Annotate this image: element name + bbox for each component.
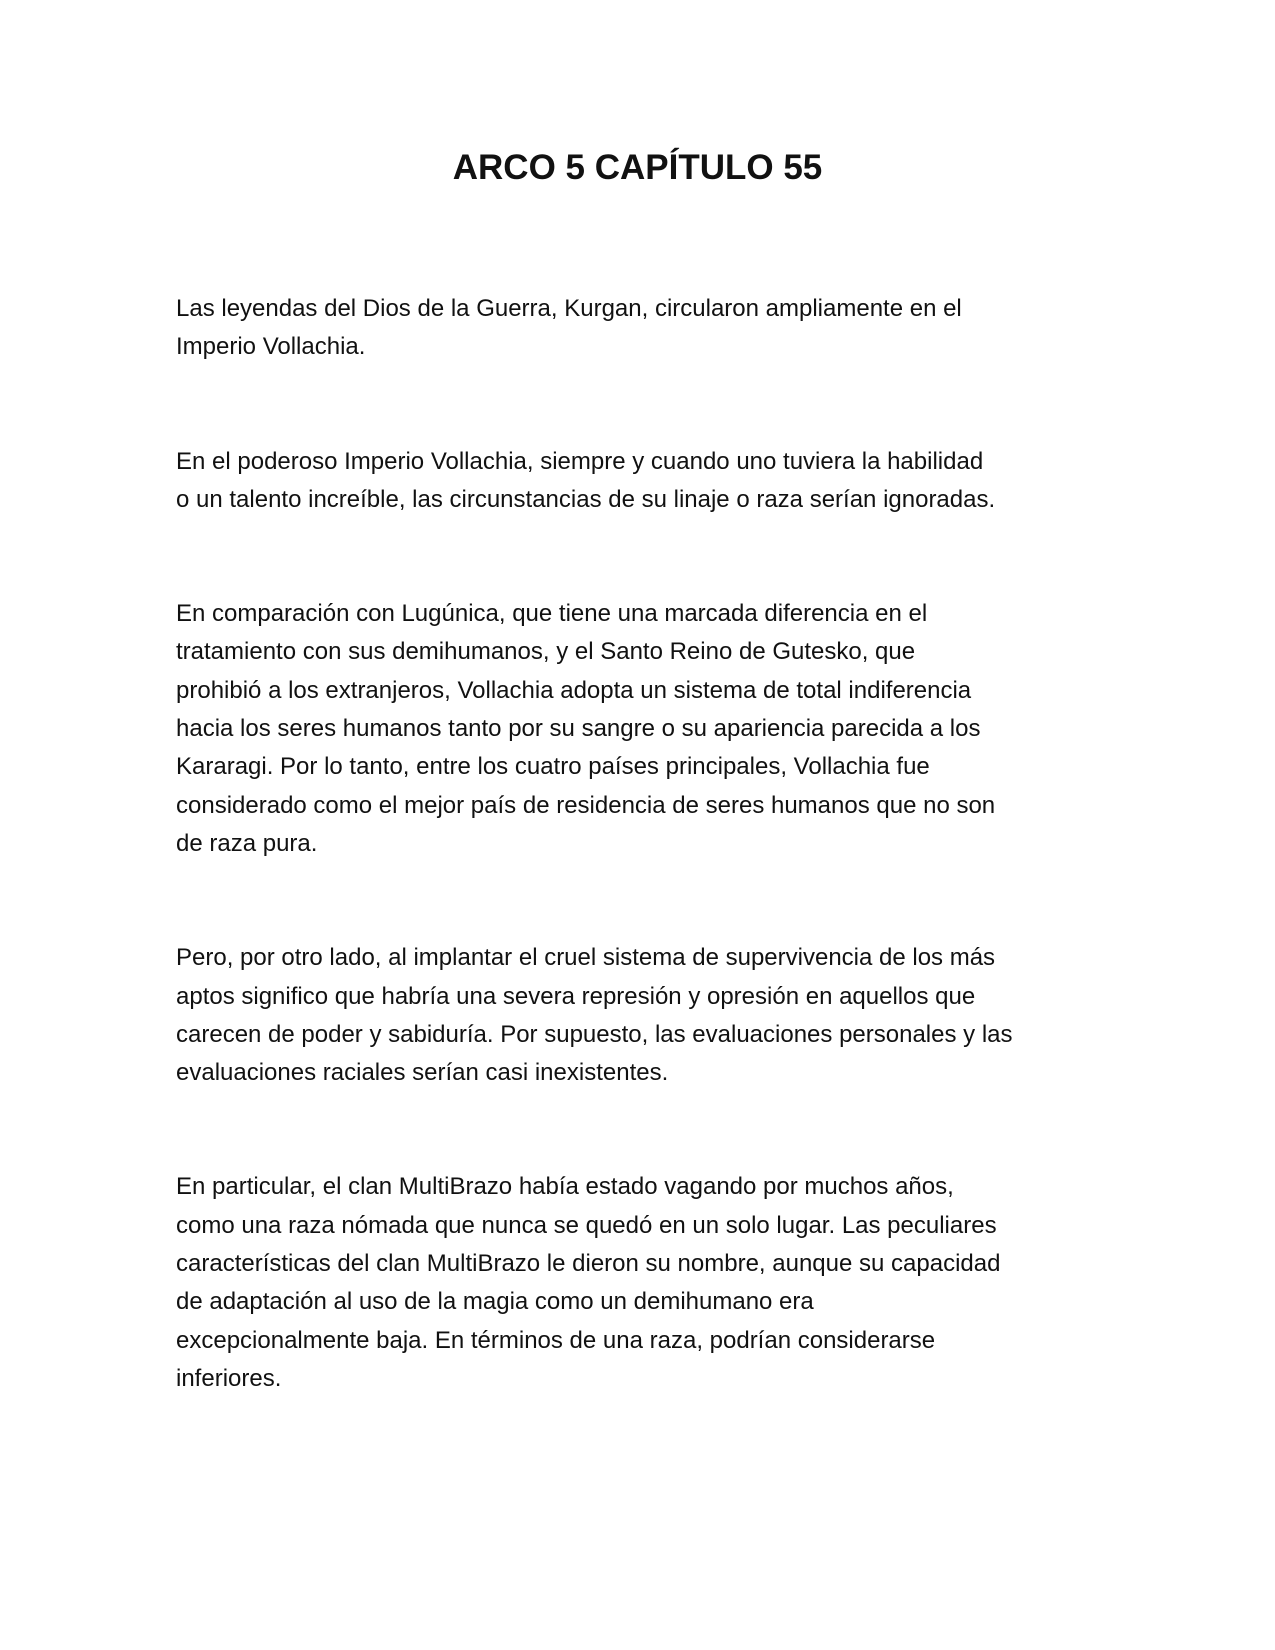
paragraph bbox=[176, 939, 1106, 1092]
text-line: Pero, por otro lado, al implantar el cruel sistema de supervivencia de los más bbox=[176, 944, 996, 972]
document-body bbox=[176, 290, 1106, 1474]
text-line: Kararagi. Por lo tanto, entre los cuatro países principales, Vollachia fue bbox=[176, 753, 930, 781]
paragraph bbox=[176, 595, 1106, 863]
text-line: aptos significo que habría una severa represión y opresión en aquellos que bbox=[176, 982, 976, 1010]
text-line: de raza pura. bbox=[176, 829, 318, 857]
text-line: En particular, el clan MultiBrazo había estado vagando por muchos años, bbox=[176, 1173, 954, 1201]
chapter-title: ARCO 5 CAPÍTULO 55 bbox=[452, 148, 823, 187]
text-line: tratamiento con sus demihumanos, y el Santo Reino de Gutesko, que bbox=[176, 638, 916, 666]
text-line: considerado como el mejor país de residencia de seres humanos que no son bbox=[176, 791, 996, 819]
paragraph bbox=[176, 290, 1106, 367]
text-line: Imperio Vollachia. bbox=[176, 333, 366, 361]
text-line: prohibió a los extranjeros, Vollachia adopta un sistema de total indiferencia bbox=[176, 676, 972, 704]
text-line: En el poderoso Imperio Vollachia, siempre y cuando uno tuviera la habilidad bbox=[176, 447, 984, 475]
text-line: características del clan MultiBrazo le dieron su nombre, aunque su capacidad bbox=[176, 1250, 1001, 1278]
text-line: inferiores. bbox=[176, 1364, 282, 1392]
text-line: como una raza nómada que nunca se quedó en un solo lugar. Las peculiares bbox=[176, 1211, 997, 1239]
text-line: Las leyendas del Dios de la Guerra, Kurgan, circularon ampliamente en el bbox=[176, 295, 962, 322]
paragraph bbox=[176, 1168, 1106, 1398]
paragraph bbox=[176, 443, 1106, 520]
text-line: evaluaciones raciales serían casi inexistentes. bbox=[176, 1059, 669, 1087]
text-line: excepcionalmente baja. En términos de una raza, podrían considerarse bbox=[176, 1326, 936, 1354]
text-line: carecen de poder y sabiduría. Por supuesto, las evaluaciones personales y las bbox=[176, 1020, 1013, 1048]
text-line: En comparación con Lugúnica, que tiene una marcada diferencia en el bbox=[176, 600, 928, 628]
text-line: de adaptación al uso de la magia como un demihumano era bbox=[176, 1288, 814, 1316]
text-line: hacia los seres humanos tanto por su sangre o su apariencia parecida a los bbox=[176, 715, 981, 743]
text-line: o un talento increíble, las circunstancias de su linaje o raza serían ignoradas. bbox=[176, 485, 996, 513]
